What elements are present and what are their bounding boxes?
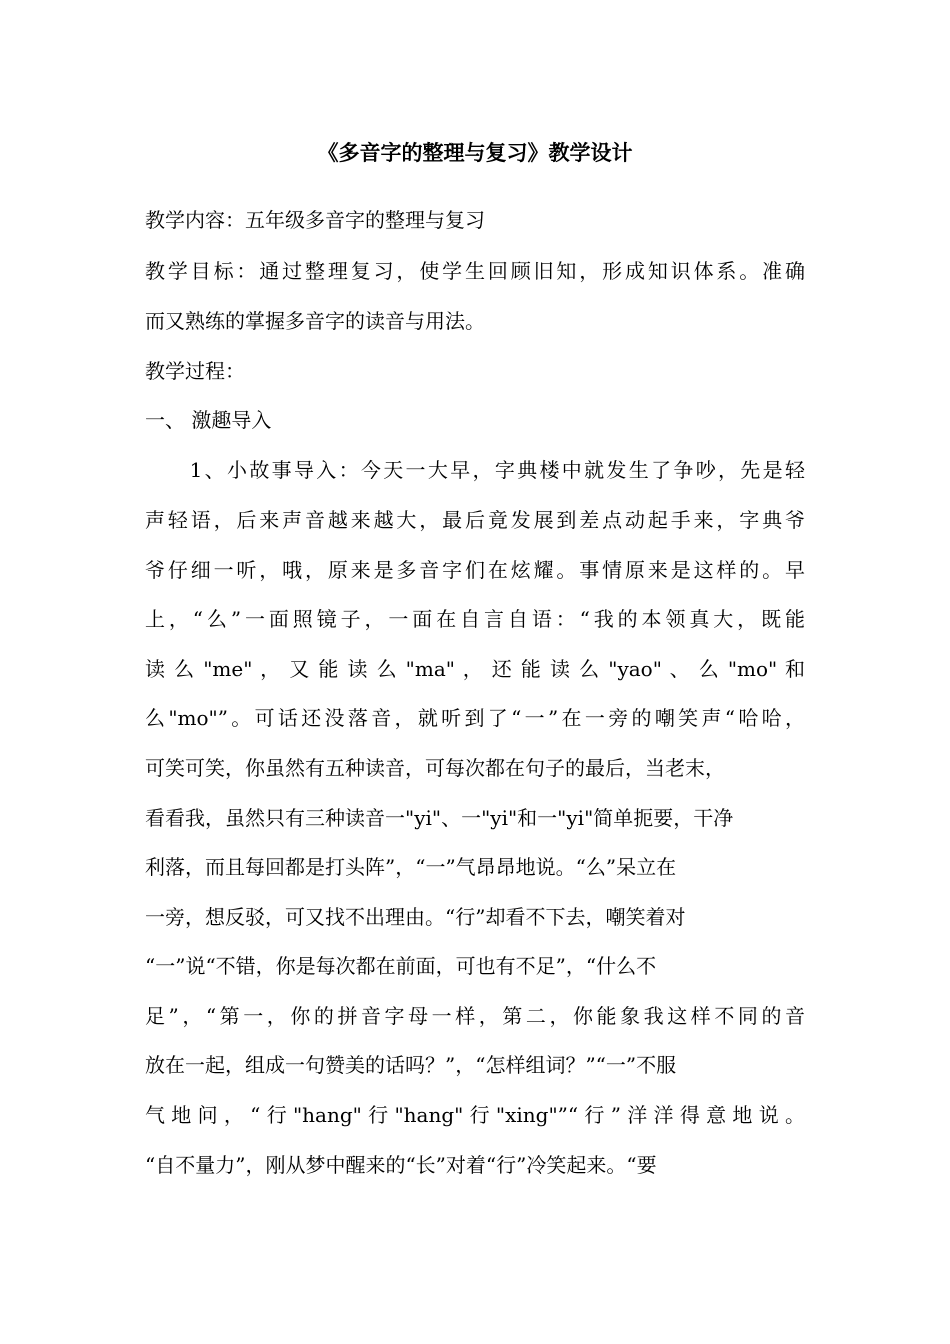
paragraph-line: 足”，“第一，你的拼音字母一样，第二，你能象我这样不同的音 — [145, 1004, 805, 1028]
document-title: 《多音字的整理与复习》教学设计 — [317, 140, 633, 165]
paragraph-line: “自不量力”，刚从梦中醒来的“长”对着“行”冷笑起来。“要 — [145, 1153, 657, 1177]
paragraph-line: 上，“么”一面照镜子，一面在自言自语：“我的本领真大，既能 — [145, 607, 805, 631]
teaching-content-line: 教学内容：五年级多音字的整理与复习 — [145, 208, 485, 232]
paragraph-line: 一旁，想反驳，可又找不出理由。“行”却看不下去，嘲笑着对 — [145, 905, 686, 929]
paragraph-line: 放在一起，组成一句赞美的话吗？”，“怎样组词？”“一”不服 — [145, 1053, 677, 1077]
paragraph-line: 可笑可笑，你虽然有五种读音，可每次都在句子的最后，当老末， — [145, 756, 725, 780]
teaching-process-heading: 教学过程： — [145, 359, 245, 383]
teaching-goal-continuation: 而又熟练的掌握多音字的读音与用法。 — [145, 309, 485, 333]
paragraph-line: 1、小故事导入：今天一大早，字典楼中就发生了争吵，先是轻 — [145, 458, 805, 482]
teaching-goal-line: 教学目标：通过整理复习，使学生回顾旧知，形成知识体系。准确 — [145, 259, 805, 283]
paragraph-line: 看看我，虽然只有三种读音一"yi"、一"yi"和一"yi"简单扼要，干净 — [145, 806, 734, 830]
paragraph-line: 利落，而且每回都是打头阵”，“一”气昂昂地说。“么”呆立在 — [145, 855, 677, 879]
paragraph-line: 么"mo"”。可话还没落音，就听到了“一”在一旁的嘲笑声“哈哈， — [145, 706, 805, 730]
paragraph-line: 声轻语，后来声音越来越大，最后竟发展到差点动起手来，字典爷 — [145, 508, 805, 532]
paragraph-line: 爷仔细一听，哦，原来是多音字们在炫耀。事情原来是这样的。早 — [145, 558, 805, 582]
paragraph-line: 气地问，“行"hang"行"hang"行"xing"”“行”洋洋得意地说。 — [145, 1103, 805, 1127]
paragraph-line: 读 么 "me" ， 又 能 读 么 "ma" ， 还 能 读 么 "yao" 、 么 "mo" 和 — [145, 657, 805, 681]
paragraph-line: “一”说“不错，你是每次都在前面，可也有不足”，“什么不 — [145, 954, 657, 978]
section-heading: 一、 激趣导入 — [145, 408, 272, 432]
